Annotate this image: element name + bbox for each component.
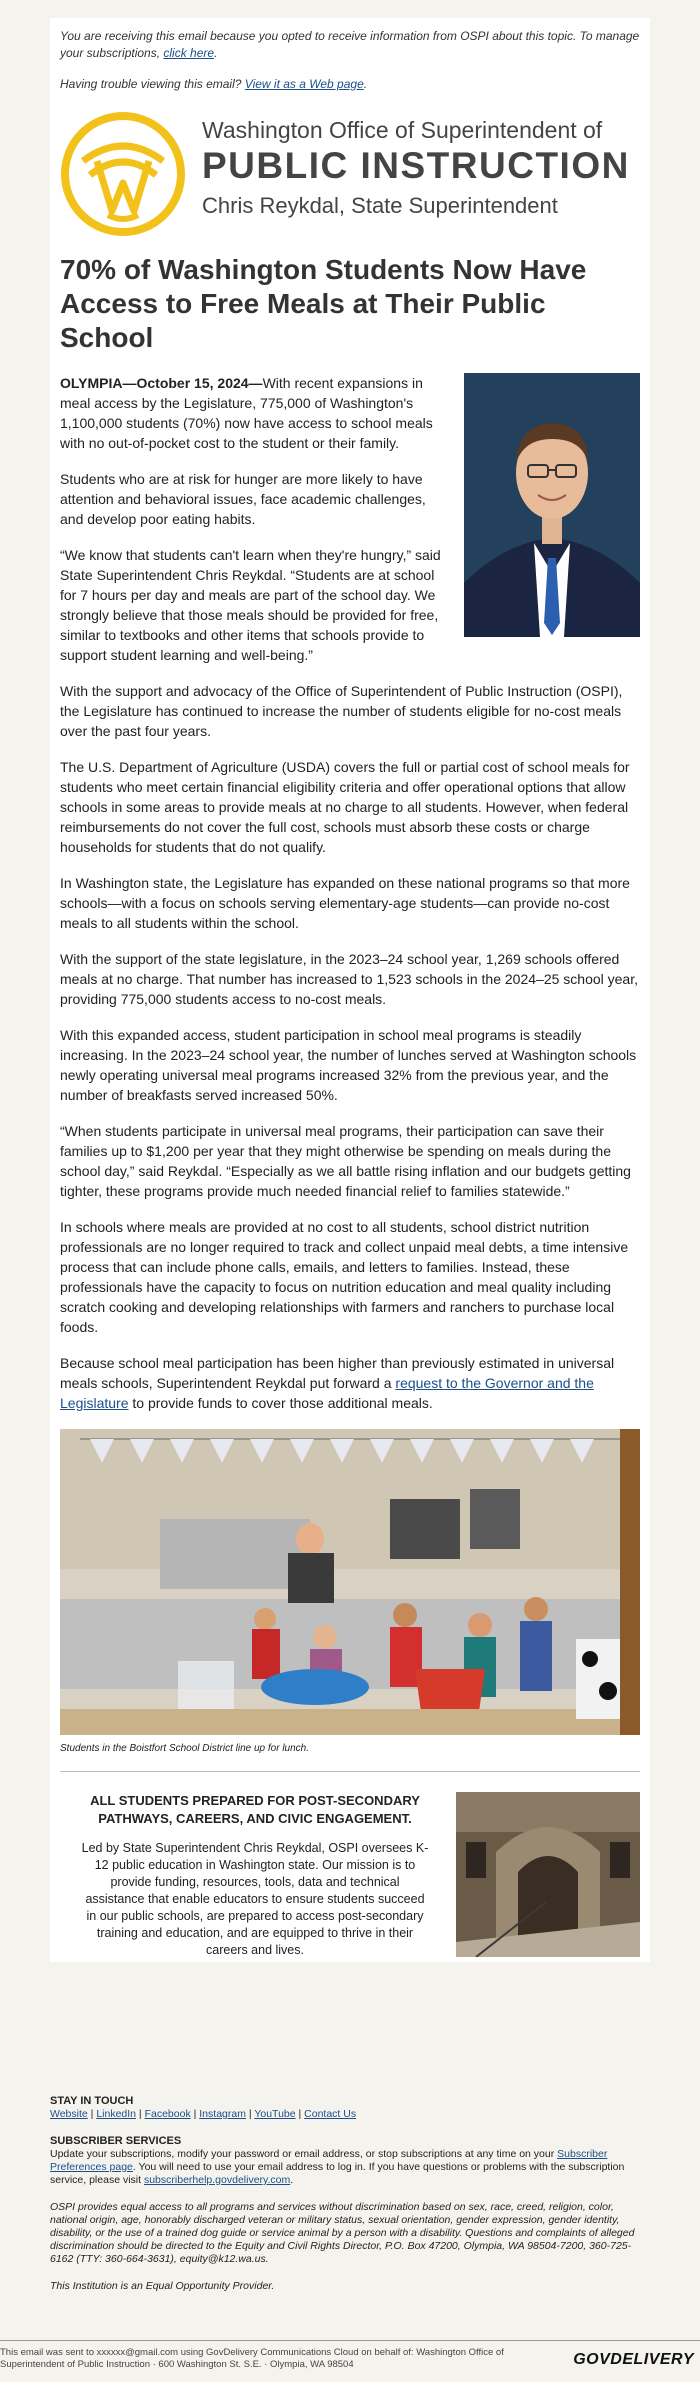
subscriber-help-link[interactable]: subscriberhelp.govdelivery.com [143,2174,291,2186]
photo-caption: Students in the Boistfort School District line up for lunch. [60,1743,310,1754]
linkedin-link[interactable]: LinkedIn [96,2108,137,2120]
governor-request-link[interactable]: request to the Governor and the Legislature [60,1375,594,1411]
manage-subscriptions-link[interactable]: click here [163,46,215,60]
logo-line-1: Washington Office of Superintendent of [202,117,603,143]
sub-text-1: Update your subscriptions, modify your password or email address, or stop subscriptions at any time on your [50,2148,555,2160]
web-view-text: Having trouble viewing this email? [60,77,242,91]
paragraph-11: Because school meal participation has been higher than previously estimated in universal meals schools, Superintendent Reykdal put forward a [60,1355,615,1391]
paragraph-7: With the support of the state legislature, in the 2023–24 school year, 1,269 schools offered meals at no charge. That number has increased to 1,523 schools in the 2024–25 school year, providing 775,000 students access to no-cost meals. [60,951,638,1007]
paragraph-3: “We know that students can't learn when they're hungry,” said State Superintendent Chris Reykdal. “Students are at school for 7 hours per day and meals are part of the school day. We strongly believe that those meals should be provided for free, similar to textbooks and other items that schools provide to support student learning and well-being.” [60,547,441,663]
logo-line-2: PUBLIC INSTRUCTION [202,145,630,186]
email-card [50,18,650,1962]
paragraph-6: In Washington state, the Legislature has expanded on these national programs so that more schools—with a focus on schools serving elementary-age students—can provide no-cost meals to all students within the school. [60,875,630,931]
youtube-link[interactable]: YouTube [254,2108,296,2120]
preheader-text: You are receiving this email because you opted to receive information from OSPI about this topic. To manage your subscriptions, [60,29,640,60]
preheader [50,18,650,93]
about-ospi [60,1792,640,1962]
article [50,253,650,1962]
sent-notice: This email was sent to xxxxxx@gmail.com using GovDelivery Communications Cloud on behalf of: Washington Office of Superintendent of Public Instruction · 600 Washington St. S.E. · Olympia, WA 98504 [0,2347,504,2370]
contact-us-link[interactable]: Contact Us [304,2108,357,2120]
article-title: 70% of Washington Students Now Have Access to Free Meals at Their Public School [60,254,587,353]
paragraph-8: With this expanded access, student participation in school meal programs is steadily increasing. In the 2023–24 school year, the number of lunches served at Washington schools newly operating universal meal programs increased 32% from the previous year, and the number of breakfasts served increased 50%. [60,1027,637,1103]
section-divider [60,1771,640,1772]
paragraph-5: The U.S. Department of Agriculture (USDA) covers the full or partial cost of school meals for students who meet certain financial eligibility criteria and offer operational options that allow schools in some areas to provide meals at no charge to all students. However, when federal reimbursements do not cover the full cost, schools must absorb these costs or charge households for students that do not qualify. [60,759,630,855]
instagram-link[interactable]: Instagram [199,2108,246,2120]
paragraph-1: With recent expansions in meal access by the Legislature, 775,000 of Washington's 1,100,000 students (70%) now have access to school meals with no out-of-pocket cost to the student or their family. [60,375,433,451]
ospi-logo [50,107,650,241]
web-view-link[interactable]: View it as a Web page [244,77,364,91]
footer [50,2095,650,2293]
paragraph-2: Students who are at risk for hunger are more likely to have attention and behavioral issues, face academic challenges, and develop poor eating habits. [60,471,426,527]
lunch-line-photo [60,1429,640,1735]
stay-in-touch-heading: STAY IN TOUCH [50,2095,134,2107]
about-body: Led by State Superintendent Chris Reykdal, OSPI oversees K-12 public education in Washington state. Our mission is to provide funding, resources, tools, data and technical assistance that enable educators to ensure students succeed in our public schools, are prepared to access post-secondary training and education, and are equipped to thrive in their careers and lives. [81,1841,429,1957]
social-links: Website | LinkedIn | Facebook | Instagram | YouTube | Contact Us [50,2108,357,2120]
sub-text-3: . [290,2174,294,2186]
subscriber-preferences-link[interactable]: Subscriber Preferences page [50,2148,608,2173]
logo-line-3: Chris Reykdal, State Superintendent [202,193,558,218]
ospi-emblem-icon [60,111,186,237]
govdelivery-logo[interactable]: GOVDELIVERY [573,2351,694,2368]
paragraph-4: With the support and advocacy of the Office of Superintendent of Public Instruction (OSPI), the Legislature has continued to increase the number of students eligible for no-cost meals over the past four years. [60,683,623,739]
subscriber-services-text [50,2148,650,2187]
delivery-footer [0,2340,700,2382]
paragraph-10: In schools where meals are provided at no cost to all students, school district nutrition professionals are no longer required to track and collect unpaid meal debts, a time intensive process that can include phone calls, emails, and letters to families. Instead, these professionals have the capacity to focus on nutrition education and meal quality including scratch cooking and developing relationships with farmers and ranchers to purchase local foods. [60,1219,629,1335]
preheader-punct: . [214,46,218,60]
equal-access-notice: OSPI provides equal access to all programs and services without discrimination based on sex, race, creed, religion, color, national origin, age, honorably discharged veteran or military status, sexual orientation, gender expression, gender identity, disability, or the use of a trained dog guide or service animal by a person with a disability. Questions and complaints of alleged discrimination should be directed to the Equity and Civil Rights Director, P.O. Box 47200, Olympia, WA 98504-7200, 360-725-6162 (TTY: 360-664-3631), equity@k12.wa.us. [50,2201,635,2265]
facebook-link[interactable]: Facebook [144,2108,191,2120]
paragraph-9: “When students participate in universal meal programs, their participation can save their families up to $1,200 per year that they might otherwise be spending on meals during the school day,” said Reykdal. “Especially as we all battle rising inflation and our budgets getting tighter, these programs provide much needed financial relief to families statewide.” [60,1123,631,1199]
sub-text-2: . You will need to use your email address to log in. If you have questions or problems with the subscription service, please visit [50,2161,625,2186]
subscriber-services-heading: SUBSCRIBER SERVICES [50,2135,182,2147]
building-photo [456,1792,640,1957]
equal-opportunity-notice: This Institution is an Equal Opportunity Provider. [50,2280,275,2292]
about-heading: ALL STUDENTS PREPARED FOR POST-SECONDARY PATHWAYS, CAREERS, AND CIVIC ENGAGEMENT. [90,1793,420,1826]
website-link[interactable]: Website [50,2108,88,2120]
superintendent-portrait [464,373,640,637]
web-view-punct: . [363,77,368,91]
paragraph-11-end: to provide funds to cover those additional meals. [132,1395,433,1411]
dateline: OLYMPIA—October 15, 2024— [60,375,263,391]
